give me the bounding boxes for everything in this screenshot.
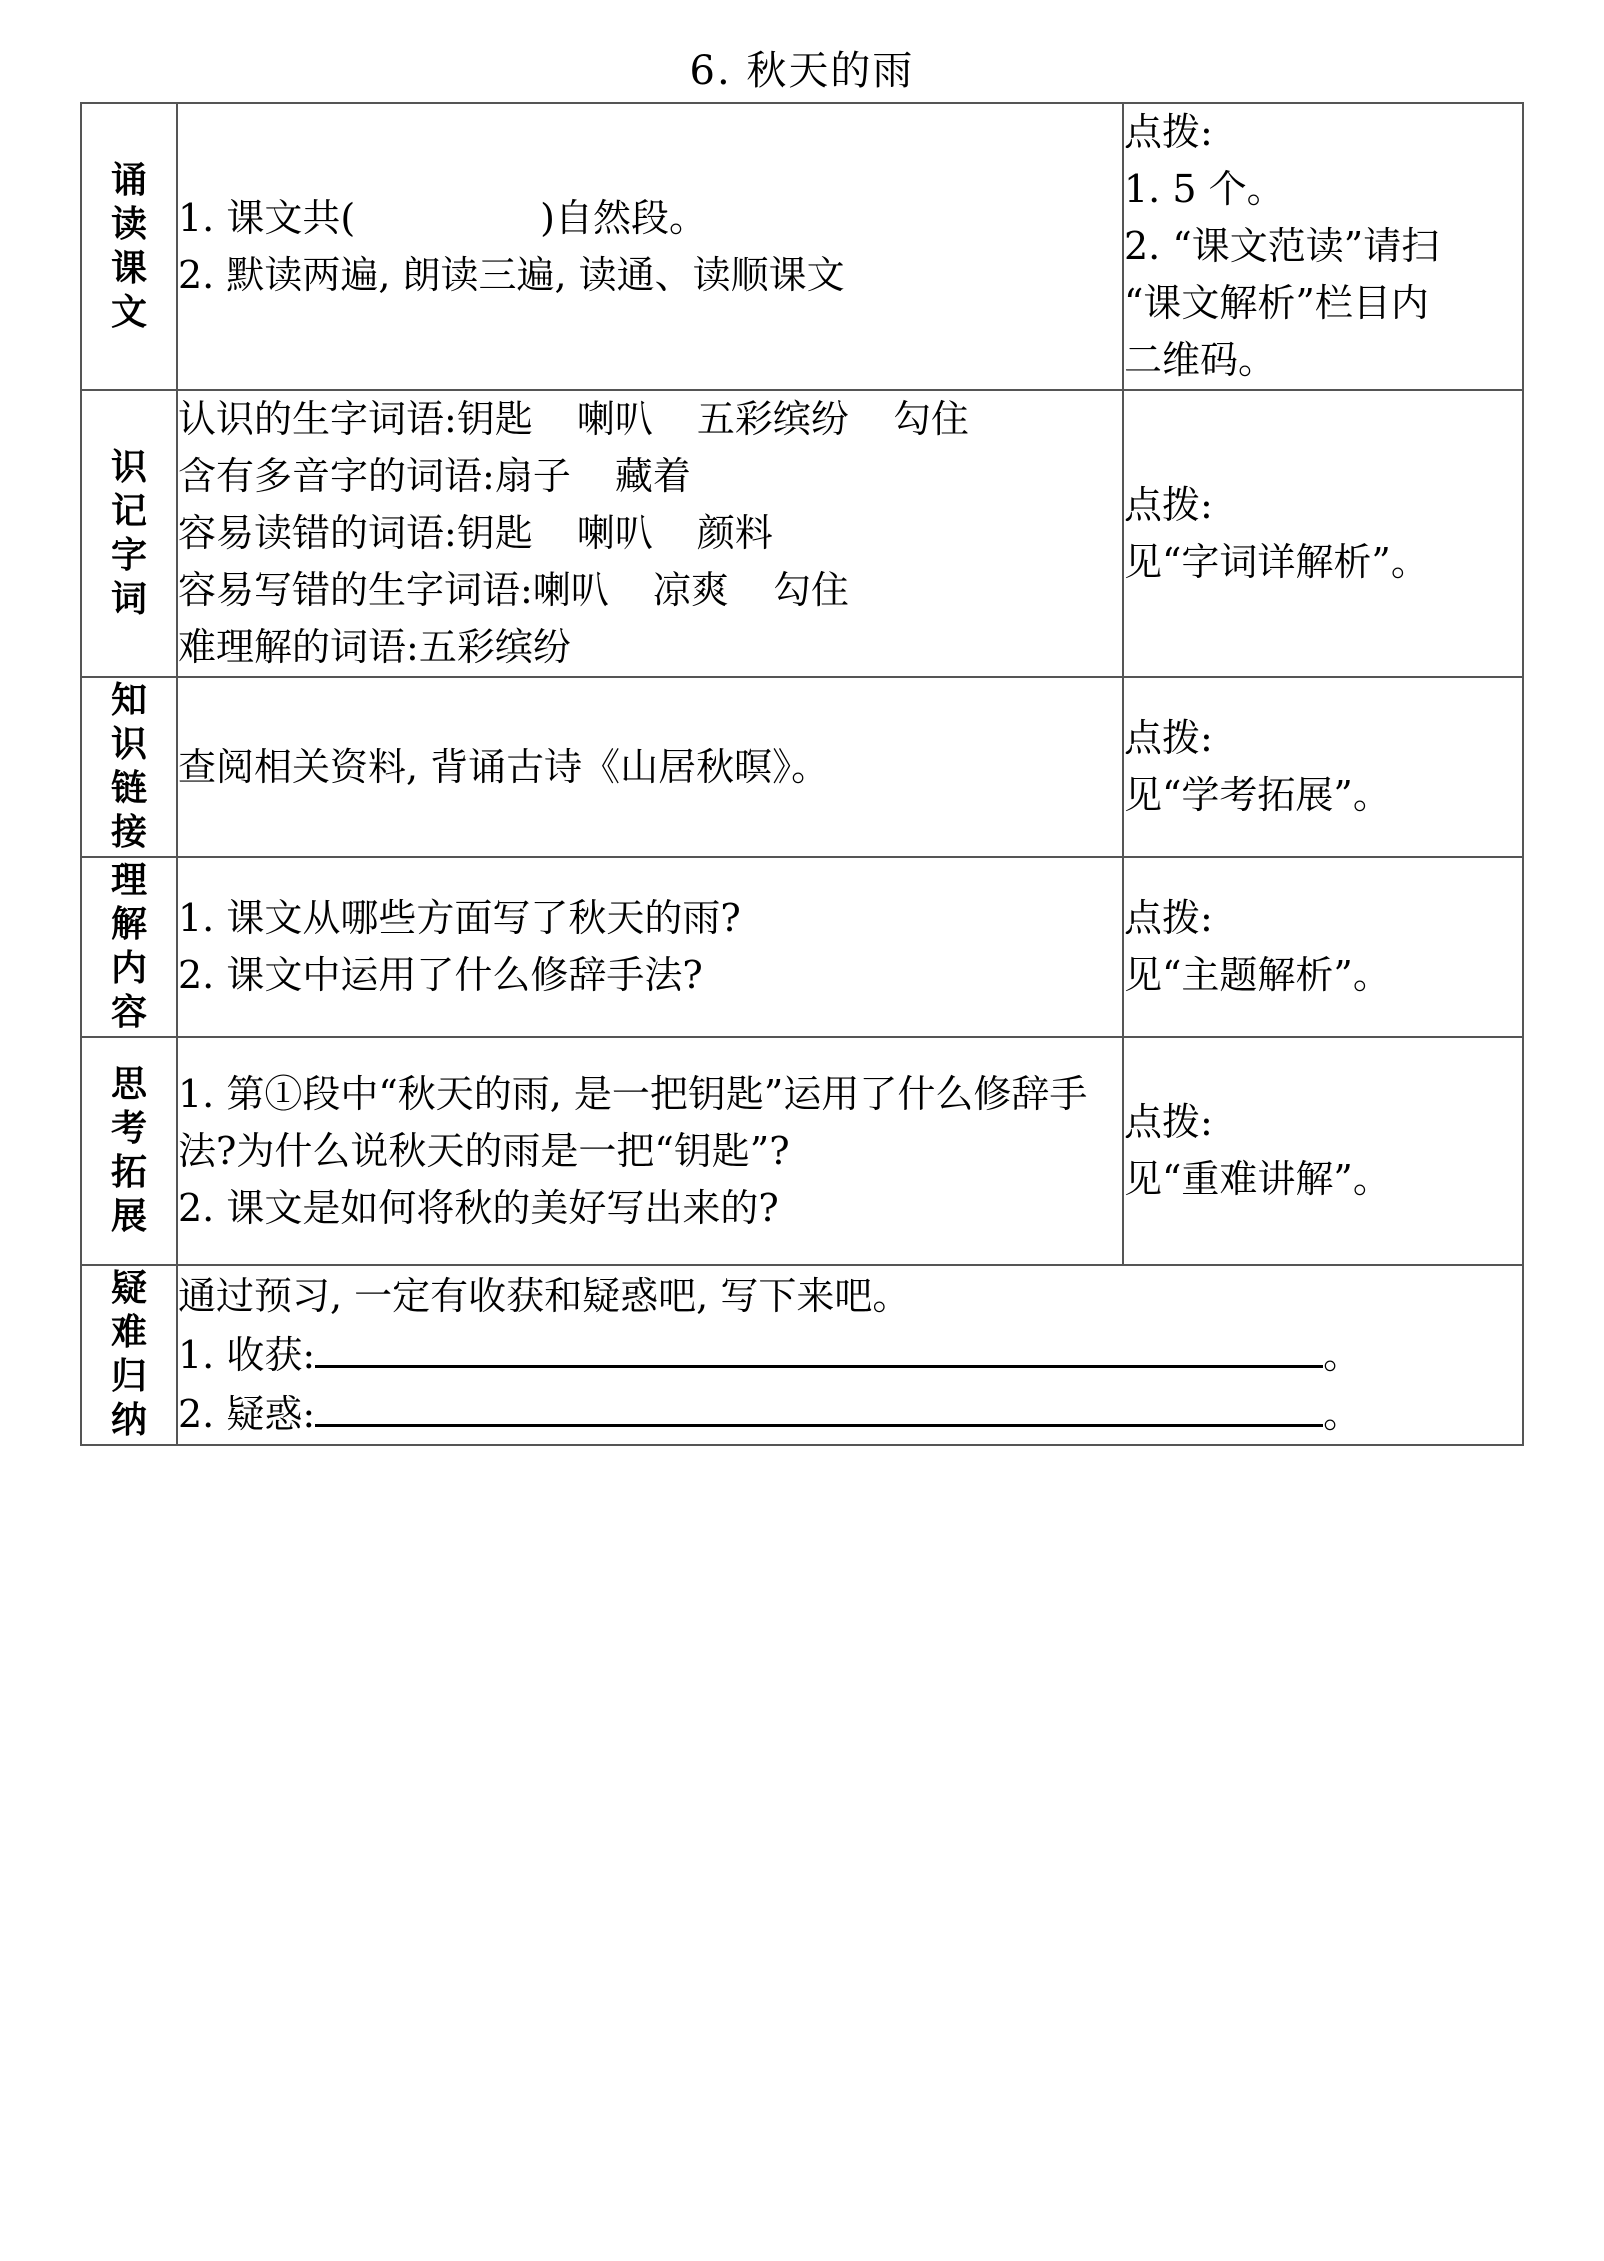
row-label-vocabulary: 识记字词 <box>81 390 177 677</box>
row-hint-think-expand: 点拨: 见“重难讲解”。 <box>1123 1037 1523 1265</box>
table-row-vocabulary <box>81 390 1523 677</box>
vocab-line-polyphonic: 含有多音字的词语:扇子 藏着 <box>178 454 691 498</box>
row-label-think-expand: 思考拓展 <box>81 1037 177 1265</box>
page-title: 6. 秋天的雨 <box>689 48 915 94</box>
gain-answer-line[interactable] <box>315 1325 1323 1368</box>
row-content-summary: 通过预习, 一定有收获和疑惑吧, 写下来吧。 1. 收获: 。 2. 疑惑: 。 <box>177 1265 1523 1445</box>
row-label-knowledge-link: 知识链接 <box>81 677 177 857</box>
gain-label: 1. 收获: <box>178 1332 316 1377</box>
table-row-knowledge-link <box>81 677 1523 857</box>
row-label-summary: 疑难归纳 <box>81 1265 177 1445</box>
doubt-label: 2. 疑惑: <box>178 1391 316 1436</box>
row-label-read-text: 诵读课文 <box>81 103 177 390</box>
row-content-think-expand: 1. 第①段中“秋天的雨, 是一把钥匙”运用了什么修辞手法?为什么说秋天的雨是一把“钥匙”? 2. 课文是如何将秋的美好写出来的? <box>177 1037 1123 1265</box>
row-content-understand-content: 1. 课文从哪些方面写了秋天的雨? 2. 课文中运用了什么修辞手法? <box>177 857 1123 1037</box>
row-hint-read-text: 点拨: 1. 5 个。 2. “课文范读”请扫 “课文解析”栏目内 二维码。 <box>1123 103 1523 390</box>
table-row-read-text <box>81 103 1523 390</box>
vocab-line-new-words: 认识的生字词语:钥匙 喇叭 五彩缤纷 勾住 <box>178 397 969 441</box>
preview-table <box>80 102 1524 1446</box>
paragraph-count-suffix: )自然段。 <box>540 195 707 240</box>
row-hint-vocabulary: 点拨: 见“字词详解析”。 <box>1123 390 1523 677</box>
doubt-answer-line[interactable] <box>315 1384 1323 1427</box>
row-hint-understand-content: 点拨: 见“主题解析”。 <box>1123 857 1523 1037</box>
paragraph-count-prefix: 1. 课文共( <box>178 195 356 240</box>
table-row-think-expand <box>81 1037 1523 1265</box>
row-label-understand-content: 理解内容 <box>81 857 177 1037</box>
table-row-understand-content <box>81 857 1523 1037</box>
row-content-read-text <box>177 103 1123 390</box>
row-content-knowledge-link: 查阅相关资料, 背诵古诗《山居秋暝》。 <box>177 677 1123 857</box>
row-content-vocabulary <box>177 390 1123 677</box>
row-hint-knowledge-link: 点拨: 见“学考拓展”。 <box>1123 677 1523 857</box>
reading-instruction: 2. 默读两遍, 朗读三遍, 读通、读顺课文 <box>178 252 845 297</box>
vocab-line-miswritten: 容易写错的生字词语:喇叭 凉爽 勾住 <box>178 568 849 612</box>
vocab-line-difficult: 难理解的词语:五彩缤纷 <box>178 625 571 669</box>
vocab-line-misread: 容易读错的词语:钥匙 喇叭 颜料 <box>178 511 773 555</box>
table-row-summary <box>81 1265 1523 1445</box>
